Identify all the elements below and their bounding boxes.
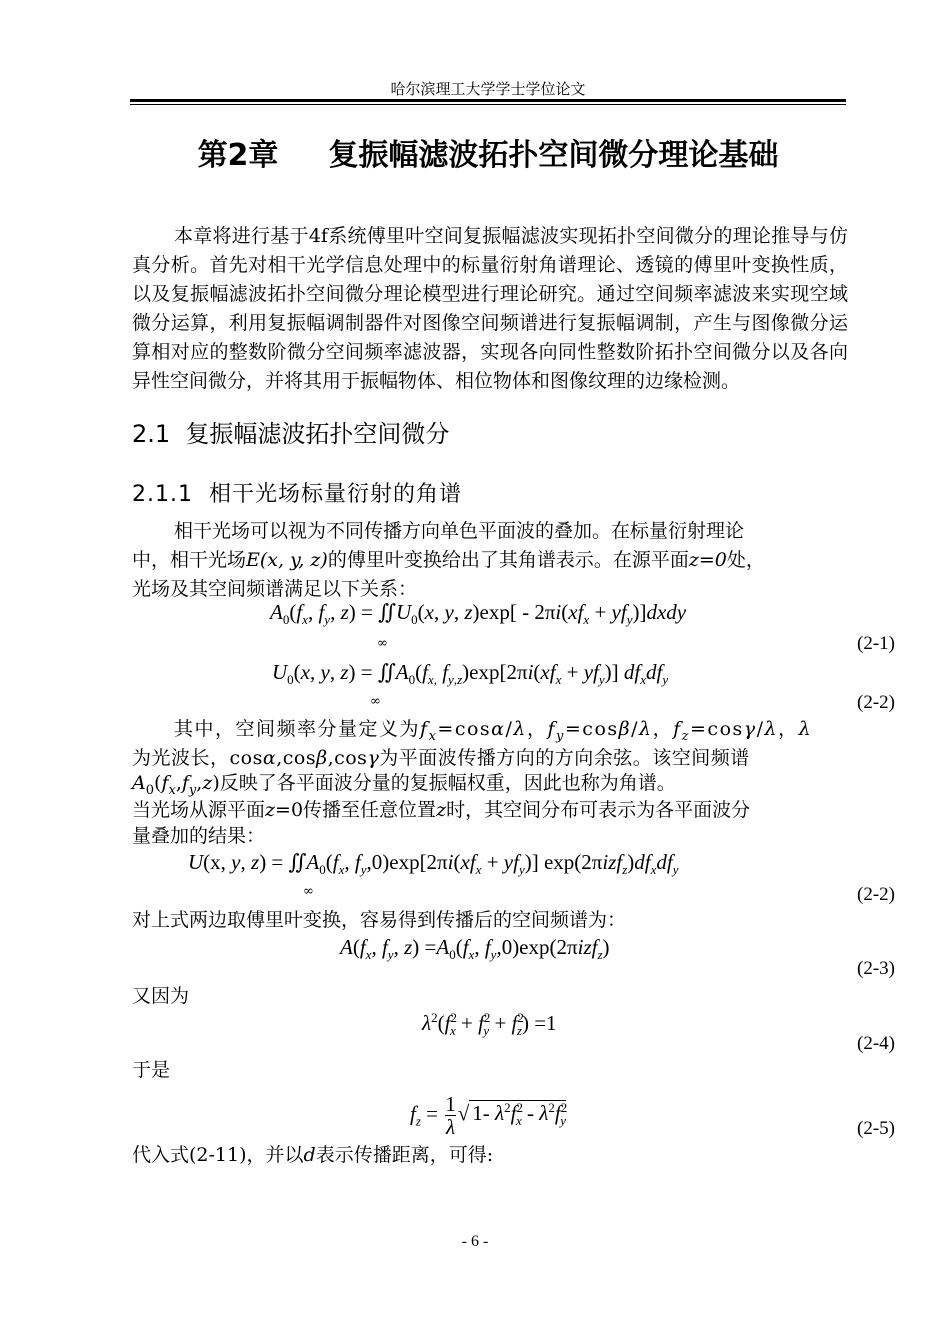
subsection-heading <box>132 477 462 508</box>
p2-line5: 量叠加的结果： <box>132 825 266 847</box>
p6: 代入式(2-11)，并以d表示传播距离，可得: <box>132 1144 494 1166</box>
integral-limit-3: ∞ <box>303 884 314 899</box>
eq-label-2-5: (2-5) <box>857 1118 895 1139</box>
chapter-title <box>130 130 846 174</box>
section-title: 复振幅滤波拓扑空间微分 <box>185 420 450 448</box>
equation-2-2: $U_0(x$, y, $z) = ∬A_0(f_{x,}$ $f_{y,z})\exp[2\pi i(xf_x + yf_y)]$ $df_xdf_y$ <box>272 660 669 687</box>
p2-line3: $A_0(f_x,f_y,z)$反映了各平面波分量的复振幅权重，因此也称为角谱。 <box>132 772 676 798</box>
header-rule-thick <box>130 99 846 102</box>
p4: 又因为 <box>132 985 190 1007</box>
running-header: 哈尔滨理工大学学士学位论文 <box>390 80 586 98</box>
equation-2-1: $A_0(f_x$, $f_y$, $z) = ∬U_0(x$, y, $z)\exp[ - 2\pi i(xf_x$ + $yf_y)]dxdy$ <box>270 600 687 627</box>
p2-line1: 其中，空间频率分量定义为$f_x=\cos\alpha/\lambda$，$f_y=\cos\beta/\lambda$，$f_z=\cos\gamma/\lambda$，λ <box>174 718 813 744</box>
eq-label-2-4: (2-4) <box>857 1033 895 1054</box>
p3: 对上式两边取傅里叶变换，容易得到传播后的空间频谱为： <box>132 909 627 931</box>
p2-line2: 为光波长，cosα,cosβ,cosγ为平面波传播方向的方向余弦。该空间频谱 <box>132 747 750 769</box>
p1-line1: 相干光场可以视为不同传播方向单色平面波的叠加。在标量衍射理论 <box>174 520 745 542</box>
p1-line3: 光场及其空间频谱满足以下关系： <box>132 578 418 600</box>
chapter-name: 复振幅滤波拓扑空间微分理论基础 <box>328 138 779 173</box>
equation-propagation: U(x, y, $z) = ∬A_0(f_x$, $f_y,0)\exp[2\pi i(xf_x + yf_y)]$ $\exp(2\pi izf_z)df_xdf_y$ <box>188 850 679 877</box>
subsection-title: 相干光场标量衍射的角谱 <box>208 482 462 507</box>
p1-line2: 中，相干光场E(x, y, z)的傅里叶变换给出了其角谱表示。在源平面z=0处， <box>132 549 765 571</box>
eq-label-2-2: (2-2) <box>857 692 895 713</box>
subsection-number: 2.1.1 <box>132 482 193 507</box>
integral-limit-2: ∞ <box>370 694 381 709</box>
eq-label-propagation: (2-2) <box>857 884 895 905</box>
section-number: 2.1 <box>132 420 171 448</box>
page-number: - 6 - <box>461 1233 489 1250</box>
eq-label-2-1: (2-1) <box>857 633 895 654</box>
eq-label-2-3: (2-3) <box>857 958 895 979</box>
header-rule-thin <box>130 104 846 105</box>
section-heading <box>132 414 449 449</box>
equation-2-3: $A(f_x$, $f_y$, $z) =A_0(f_x$, $f_y,0)\exp(2\pi izf_z)$ <box>340 935 610 962</box>
intro-paragraph: 本章将进行基于4f系统傅里叶空间复振幅滤波实现拓扑空间微分的理论推导与仿真分析。首先对相干光学信息处理中的标量衍射角谱理论、透镜的傅里叶变换性质，以及复振幅滤波拓扑空间微分理论模型进行理论研究。通过空间频率滤波来实现空域微分运算，利用复振幅调制器件对图像空间频谱进行复振幅调制，产生与图像微分运算相对应的整数阶微分空间频率滤波器，实现各向同性整数阶拓扑空间微分以及各向异性空间微分，并将其用于振幅物体、相位物体和图像纹理的边缘检测。 <box>132 225 848 392</box>
p2-line4: 当光场从源平面z=0传播至任意位置z时，其空间分布可表示为各平面波分 <box>132 799 751 821</box>
equation-2-5: $f_z$ = $\frac{1}{\lambda}$ √ 1- $\lambda^2f^2_x - \lambda^2f^2_y$ <box>410 1092 568 1139</box>
p5: 于是 <box>132 1059 171 1081</box>
chapter-number: 第2章 <box>197 138 279 173</box>
integral-limit-1: ∞ <box>377 636 388 651</box>
equation-2-4: $\lambda^2(f^2_x + f^2_y + f^2_z) =1$ <box>422 1010 557 1038</box>
